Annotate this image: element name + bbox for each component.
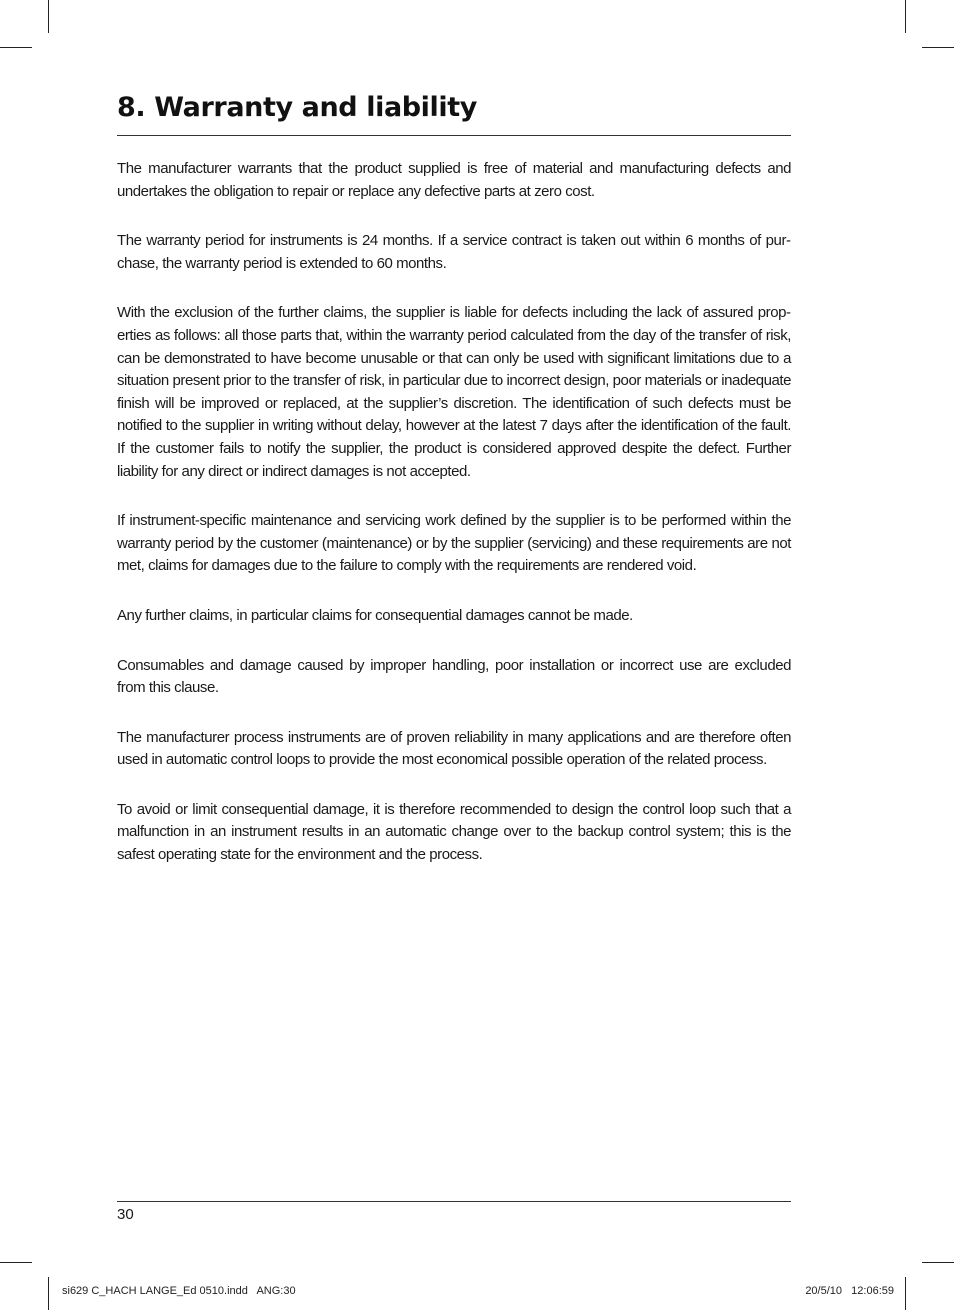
crop-mark-bottom-left-horizontal bbox=[0, 1262, 32, 1263]
crop-mark-bottom-right-vertical bbox=[905, 1277, 906, 1310]
body-text bbox=[117, 158, 791, 894]
page-title: 8. Warranty and liability bbox=[117, 92, 477, 123]
heading-rule bbox=[117, 135, 791, 136]
paragraph-warranty-period: The warranty period for instruments is 24 months. If a service contract is taken out within 6 months of purchase, the warranty period is extended to 60 months. bbox=[117, 232, 791, 272]
paragraph-supplier-liability: With the exclusion of the further claims, the supplier is liable for defects including the lack of assured properties as follows: all those parts that, within the warranty period calculated from the day of the transfer of risk, can be demonstrated to have become unusable or that can only be used with significant limitations due to a situation present prior to the transfer of risk, in particular due to incorrect design, poor materials or inadequate finish will be improved or replaced, at the supplier’s discretion. The identification of such defects must be notified to the supplier in writing without delay, however at the latest 7 days after the identification of the fault. If the customer fails to notify the supplier, the product is considered approved despite the defect. Further liability for any direct or indirect damages is not accepted. bbox=[117, 304, 792, 480]
paragraph-consumables: Consumables and damage caused by improper handling, poor installation or incorrect use are excluded from this clause. bbox=[117, 656, 791, 697]
footer-rule bbox=[117, 1201, 791, 1202]
print-slug-file: si629 C_HACH LANGE_Ed 0510.indd ANG:30 bbox=[62, 1285, 296, 1297]
paragraph-consequential-damage: To avoid or limit consequential damage, it is therefore recommended to design the control loop such that a malfunction in an instrument results in an automatic change over to the backup control system; this is the safest operating state for the environment and the process. bbox=[117, 800, 791, 864]
print-slug-timestamp: 20/5/10 12:06:59 bbox=[805, 1285, 894, 1297]
paragraph-reliability: The manufacturer process instruments are of proven reliability in many applications and are therefore often used in automatic control loops to provide the most economical possible operation of the related process. bbox=[117, 728, 791, 769]
paragraph-warranty-statement: The manufacturer warrants that the product supplied is free of material and manufacturing defects and undertakes the obligation to repair or replace any defective parts at zero cost. bbox=[117, 160, 791, 200]
crop-mark-top-left-horizontal bbox=[0, 47, 32, 48]
crop-mark-top-left-vertical bbox=[48, 0, 49, 33]
page-number: 30 bbox=[117, 1206, 134, 1223]
paragraph-maintenance: If instrument-specific maintenance and servicing work defined by the supplier is to be performed within the warranty period by the customer (maintenance) or by the supplier (servicing) and these requirements are not met, claims for damages due to the failure to comply with the requirements are rendered void. bbox=[117, 512, 791, 575]
paragraph-further-claims: Any further claims, in particular claims for consequential damages cannot be made. bbox=[117, 606, 633, 624]
crop-mark-bottom-right-horizontal bbox=[922, 1262, 954, 1263]
crop-mark-bottom-left-vertical bbox=[48, 1277, 49, 1310]
crop-mark-top-right-vertical bbox=[905, 0, 906, 33]
crop-mark-top-right-horizontal bbox=[922, 47, 954, 48]
